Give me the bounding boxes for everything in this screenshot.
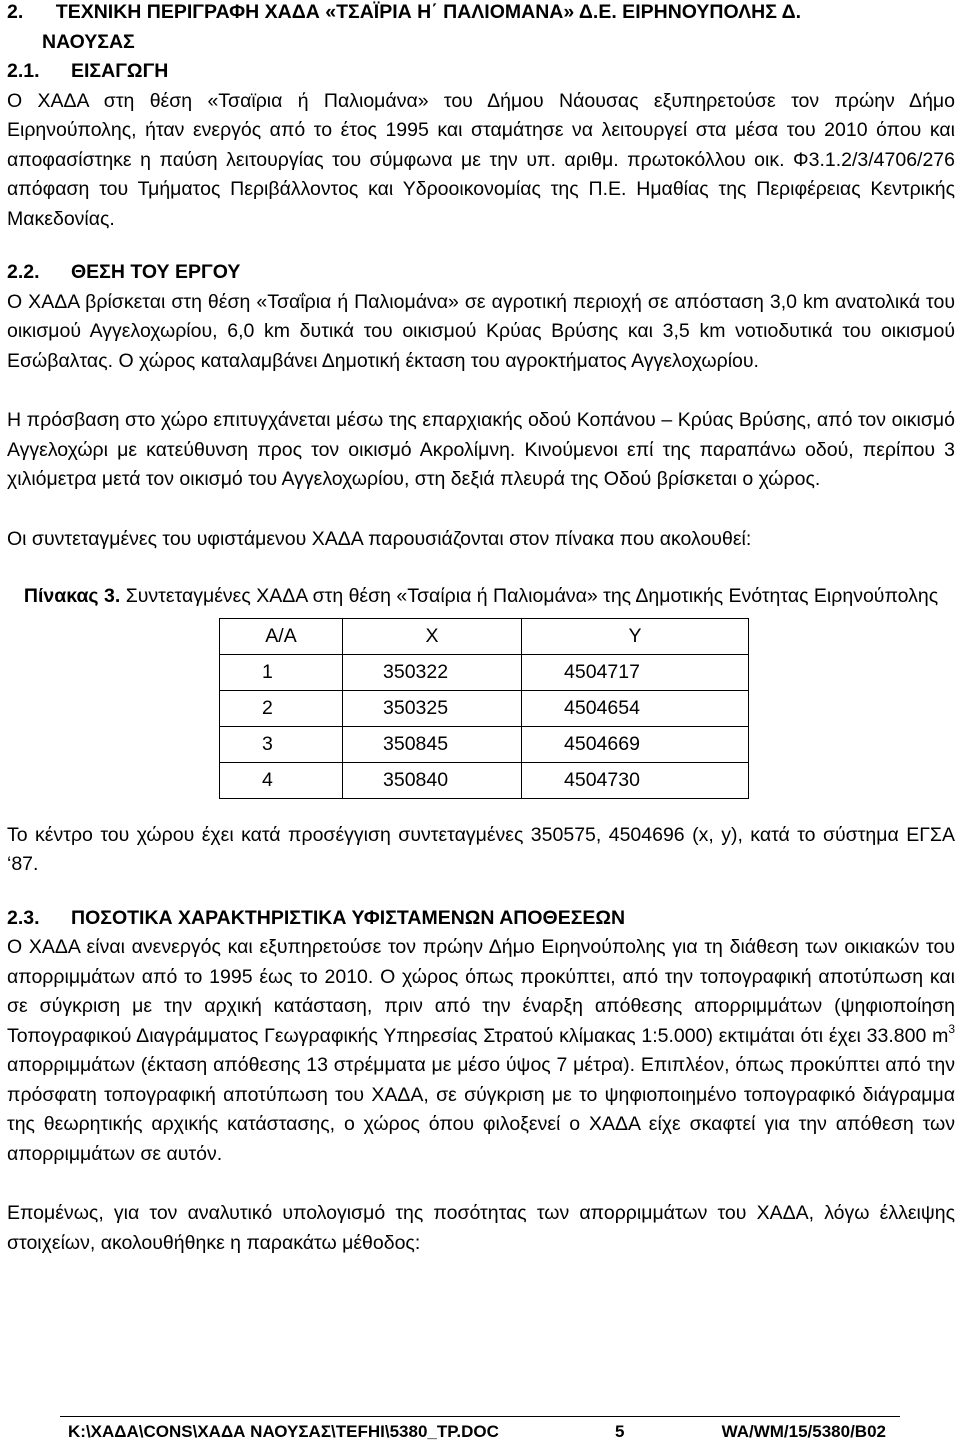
table-cell: 4504669 xyxy=(522,726,749,762)
section-title-line2: ΝΑΟΥΣΑΣ xyxy=(42,30,135,53)
table-cell: 350845 xyxy=(343,726,522,762)
location-heading xyxy=(7,258,955,288)
page-footer xyxy=(60,1416,900,1447)
quantities-heading xyxy=(7,904,955,934)
section-number: 2. xyxy=(7,1,24,23)
table-cell: 350322 xyxy=(343,654,522,690)
intro-title: ΕΙΣΑΓΩΓΗ xyxy=(71,60,169,82)
table-row xyxy=(220,726,749,762)
quantities-paragraph-1-end: απορριμμάτων (έκταση απόθεσης 13 στρέμματα με μέσο ύψος 7 μέτρα). Επιπλέον, όπως προκύπτει από την πρόσφατη τοπογραφική αποτύπωση του ΧΑΔΑ, σε σύγκριση με το ψηφιοποιημένο τοπογραφικό διάγραμμα της θεωρητικής αρχικής κατάστασης, ο χώρος όπου φιλοξενεί ο ΧΑΔΑ είχε σκαφτεί για την απόθεση των απορριμμάτων σε αυτόν. xyxy=(7,1054,955,1165)
intro-number: 2.1. xyxy=(7,60,40,82)
table-caption xyxy=(7,582,955,612)
table-header-aa: Α/Α xyxy=(220,618,343,654)
table-header-x: Χ xyxy=(343,618,522,654)
location-paragraph-1: Ο ΧΑΔΑ βρίσκεται στη θέση «Τσαΐρια ή Παλιομάνα» σε αγροτική περιοχή σε απόσταση 3,0 km ανατολικά του οικισμού Αγγελοχωρίου, 6,0 km δυτικά του οικισμού Κρύας Βρύσης και 3,5 km νοτιοδυτικά του οικισμού Εσώβαλτας. Ο χώρος καταλαμβάνει Δημοτική έκταση του αγροκτήματος Αγγελοχωρίου. xyxy=(7,290,955,372)
table-cell: 350325 xyxy=(343,690,522,726)
table-cell: 4504730 xyxy=(522,762,749,798)
location-title: ΘΕΣΗ ΤΟΥ ΕΡΓΟΥ xyxy=(71,261,241,283)
location-paragraph-3: Οι συντεταγμένες του υφιστάμενου ΧΑΔΑ παρουσιάζονται στον πίνακα που ακολουθεί: xyxy=(7,527,752,550)
table-cell: 4 xyxy=(220,762,343,798)
document-page xyxy=(7,0,955,1258)
section-heading xyxy=(7,0,955,57)
table-caption-label: Πίνακας 3. xyxy=(23,585,121,607)
footer-page-number: 5 xyxy=(615,1422,625,1441)
quantities-paragraph-1 xyxy=(7,933,955,1169)
table-header-row xyxy=(220,618,749,654)
table-cell: 1 xyxy=(220,654,343,690)
coordinates-table xyxy=(219,618,749,799)
footer-document-code: WA/WM/15/5380/B02 xyxy=(721,1422,886,1441)
table-row xyxy=(220,762,749,798)
footer-file-path: K:\ΧΑΔΑ\CONS\ΧΑΔΑ ΝΑΟΥΣΑΣ\TEFHI\5380_TP.DOC xyxy=(68,1422,499,1441)
intro-heading xyxy=(7,57,955,87)
table-caption-text: Συντεταγμένες ΧΑΔΑ στη θέση «Τσαίρια ή Παλιομάνα» της Δημοτικής Ενότητας Ειρηνούπολης xyxy=(125,585,939,607)
table-cell: 3 xyxy=(220,726,343,762)
quantities-paragraph-2: Επομένως, για τον αναλυτικό υπολογισμό της ποσότητας των απορριμμάτων του ΧΑΔΑ, λόγω έλλειψης στοιχείων, ακολουθήθηκε η παρακάτω μέθοδος: xyxy=(7,1202,955,1254)
location-number: 2.2. xyxy=(7,261,40,283)
location-paragraph-2: Η πρόσβαση στο χώρο επιτυγχάνεται μέσω της επαρχιακής οδού Κοπάνου – Κρύας Βρύσης, από τον οικισμό Αγγελοχώρι με κατεύθυνση προς τον οικισμό Ακρολίμνη. Κινούμενοι επί της παραπάνω οδού, περίπου 3 χιλιόμετρα μετά τον οικισμό του Αγγελοχωρίου, στη δεξιά πλευρά της Οδού βρίσκεται ο χώρος. xyxy=(7,409,955,490)
table-row xyxy=(220,690,749,726)
table-cell: 350840 xyxy=(343,762,522,798)
quantities-title: ΠΟΣΟΤΙΚΑ ΧΑΡΑΚΤΗΡΙΣΤΙΚΑ ΥΦΙΣΤΑΜΕΝΩΝ ΑΠΟΘΕΣΕΩΝ xyxy=(71,906,626,929)
table-header-y: Υ xyxy=(522,618,749,654)
intro-paragraph: Ο ΧΑΔΑ στη θέση «Τσαϊρια ή Παλιομάνα» του Δήμου Νάουσας εξυπηρετούσε τον πρώην Δήμο Ειρηνούπολης, ήταν ενεργός από το έτος 1995 και σταμάτησε να λειτουργεί στα μέσα του 2010 όπου και αποφασίστηκε η παύση λειτουργίας του σύμφωνα με την υπ. αριθμ. πρωτοκόλλου οικ. Φ3.1.2/3/4706/276 απόφαση του Τμήματος Περιβάλλοντος και Υδροοικονομίας της Π.Ε. Ημαθίας της Περιφέρειας Κεντρικής Μακεδονίας. xyxy=(7,89,955,230)
table-cell: 2 xyxy=(220,690,343,726)
location-paragraph-4: Το κέντρο του χώρου έχει κατά προσέγγιση συντεταγμένες 350575, 4504696 (x, y), κατά το σύστημα ΕΓΣΑ ‘87. xyxy=(7,823,955,875)
section-title-line1: ΤΕΧΝΙΚΗ ΠΕΡΙΓΡΑΦΗ ΧΑΔΑ «ΤΣΑΪΡΙΑ Η΄ ΠΑΛΙΟΜΑΝΑ» Δ.Ε. ΕΙΡΗΝΟΥΠΟΛΗΣ Δ. xyxy=(55,1,802,23)
quantities-number: 2.3. xyxy=(7,906,40,929)
quantities-paragraph-1-start: Ο ΧΑΔΑ είναι ανενεργός και εξυπηρετούσε τον πρώην Δήμο Ειρηνούπολης για τη διάθεση των οικιακών του απορριμμάτων από το 1995 έως το 2010. Ο χώρος όπως προκύπτει, από την τοπογραφική αποτύπωση και σε σύγκριση με την αρχική κατάσταση, πριν από την έναρξη απόθεσης απορριμμάτων (ψηφιοποίηση Τοπογραφικού Διαγράμματος Γεωγραφικής Υπηρεσίας Στρατού κλίμακας 1:5.000) εκτιμάται ότι έχει 33.800 m xyxy=(7,936,955,1047)
table-row xyxy=(220,654,749,690)
cubic-superscript: 3 xyxy=(948,1021,955,1036)
table-cell: 4504717 xyxy=(522,654,749,690)
table-cell: 4504654 xyxy=(522,690,749,726)
